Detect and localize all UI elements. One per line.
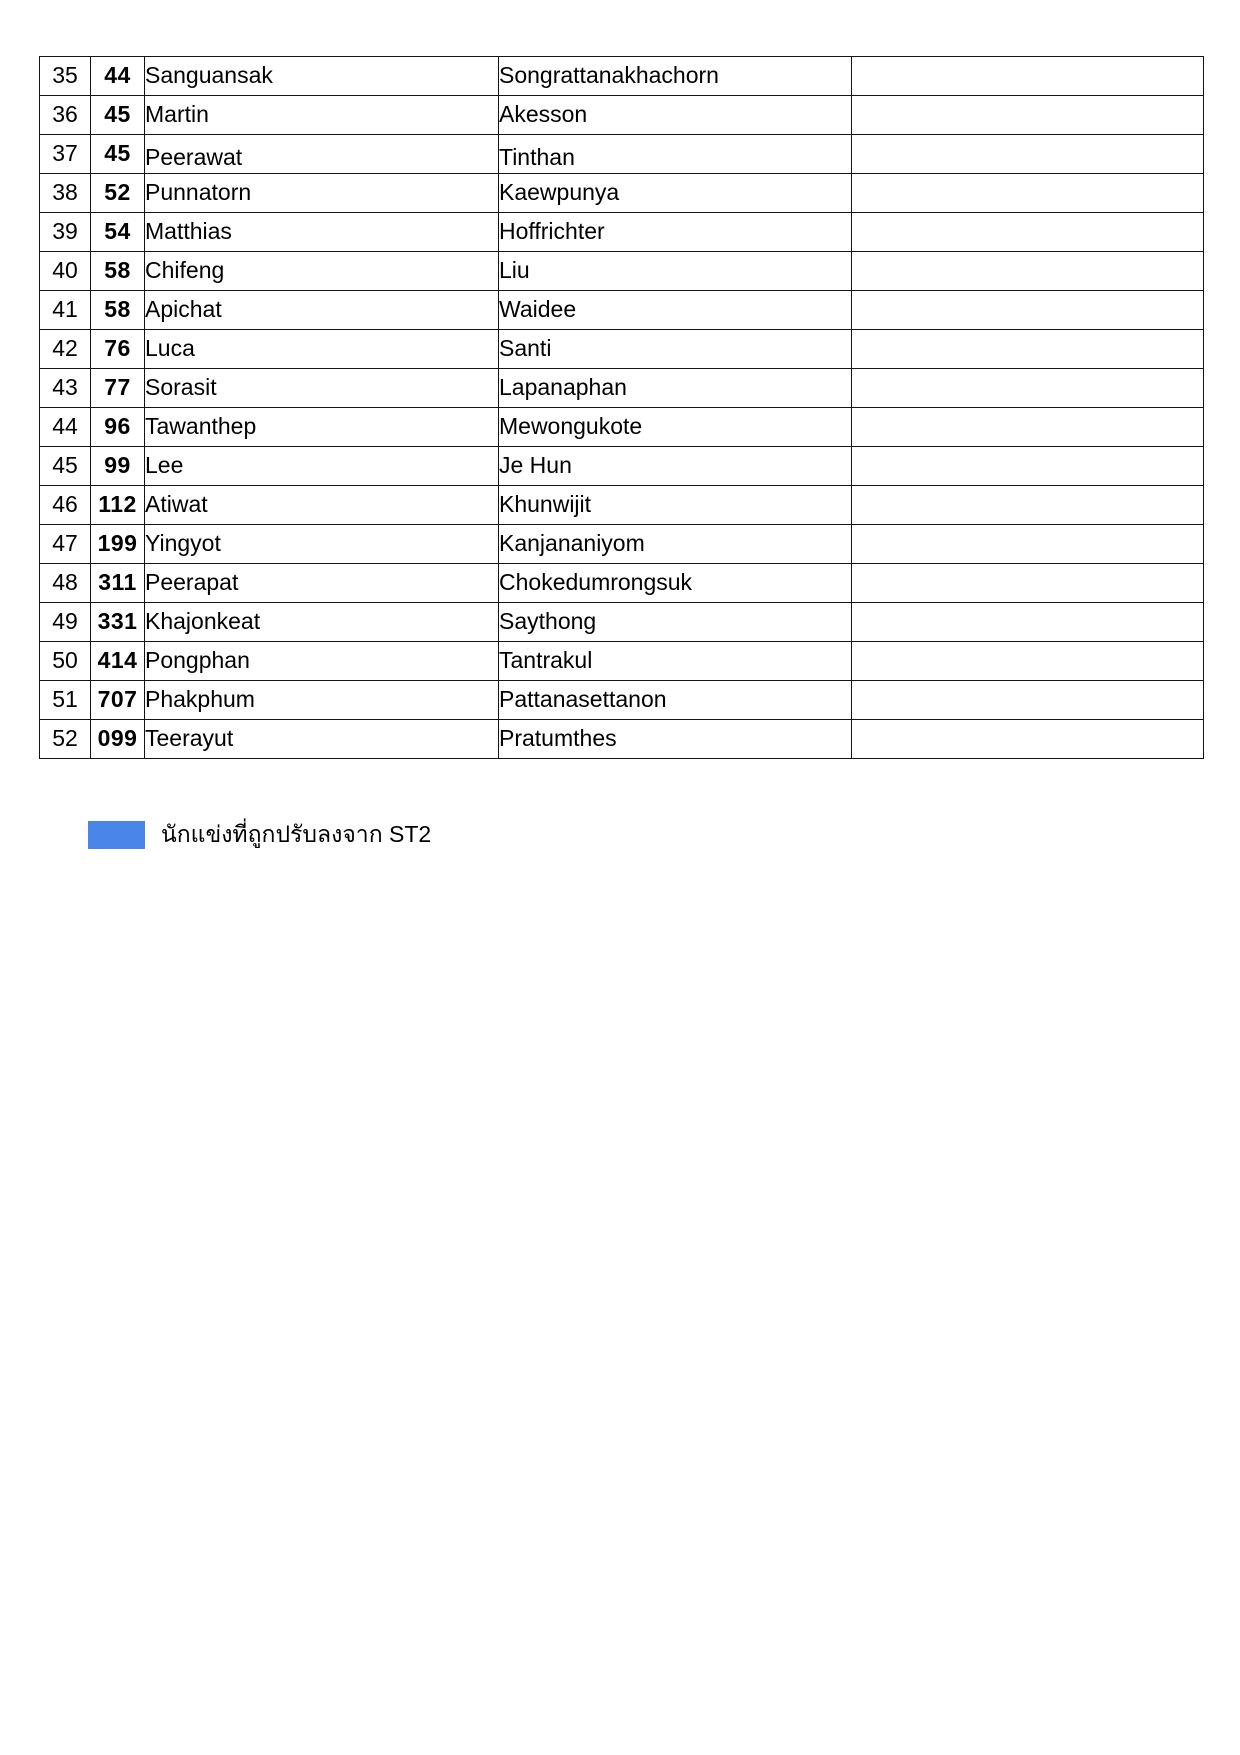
rank-cell: 48	[40, 564, 91, 603]
last-name-cell: Akesson	[499, 96, 852, 135]
first-name-cell: Matthias	[145, 213, 499, 252]
first-name-cell: Peerapat	[145, 564, 499, 603]
rank-cell: 36	[40, 96, 91, 135]
table-row	[40, 447, 1204, 486]
first-name-cell: Atiwat	[145, 486, 499, 525]
first-name-cell: Sanguansak	[145, 57, 499, 96]
race-number-cell: 199	[91, 525, 145, 564]
table-row	[40, 96, 1204, 135]
note-cell-empty	[852, 369, 1204, 408]
last-name-cell: Tantrakul	[499, 642, 852, 681]
note-cell-empty	[852, 564, 1204, 603]
last-name-cell: Liu	[499, 252, 852, 291]
race-number-cell: 77	[91, 369, 145, 408]
race-number-cell: 99	[91, 447, 145, 486]
rank-cell: 47	[40, 525, 91, 564]
race-number-cell: 52	[91, 174, 145, 213]
last-name-cell: Mewongukote	[499, 408, 852, 447]
note-cell-empty	[852, 603, 1204, 642]
note-cell-empty	[852, 486, 1204, 525]
race-number-cell: 58	[91, 291, 145, 330]
last-name-cell: Waidee	[499, 291, 852, 330]
rank-cell: 38	[40, 174, 91, 213]
note-cell-empty	[852, 720, 1204, 759]
last-name-cell: Saythong	[499, 603, 852, 642]
race-number-cell: 707	[91, 681, 145, 720]
last-name-cell: Santi	[499, 330, 852, 369]
last-name-cell: Songrattanakhachorn	[499, 57, 852, 96]
note-cell-empty	[852, 57, 1204, 96]
first-name-cell: Tawanthep	[145, 408, 499, 447]
first-name-cell: Punnatorn	[145, 174, 499, 213]
race-number-cell: 45	[91, 96, 145, 135]
rank-cell: 51	[40, 681, 91, 720]
table-row	[40, 564, 1204, 603]
first-name-cell: Luca	[145, 330, 499, 369]
table-row	[40, 720, 1204, 759]
rank-cell: 44	[40, 408, 91, 447]
race-number-cell: 44	[91, 57, 145, 96]
last-name-cell: Lapanaphan	[499, 369, 852, 408]
rank-cell: 52	[40, 720, 91, 759]
table-row	[40, 681, 1204, 720]
rank-cell: 35	[40, 57, 91, 96]
table-row	[40, 291, 1204, 330]
note-cell-empty	[852, 252, 1204, 291]
race-number-cell: 311	[91, 564, 145, 603]
first-name-cell: Khajonkeat	[145, 603, 499, 642]
table-row	[40, 330, 1204, 369]
last-name-cell: Chokedumrongsuk	[499, 564, 852, 603]
rank-cell: 37	[40, 135, 91, 174]
legend-label: นักแข่งที่ถูกปรับลงจาก ST2	[161, 821, 432, 847]
rank-cell: 50	[40, 642, 91, 681]
table-row	[40, 486, 1204, 525]
table-row	[40, 135, 1204, 174]
first-name-cell: Martin	[145, 96, 499, 135]
table-row	[40, 174, 1204, 213]
note-cell-empty	[852, 408, 1204, 447]
table-row	[40, 213, 1204, 252]
note-cell-empty	[852, 135, 1204, 174]
last-name-cell: Je Hun	[499, 447, 852, 486]
note-cell-empty	[852, 96, 1204, 135]
last-name-cell: Kaewpunya	[499, 174, 852, 213]
race-number-cell: 54	[91, 213, 145, 252]
first-name-cell: Pongphan	[145, 642, 499, 681]
first-name-cell: Lee	[145, 447, 499, 486]
table-row	[40, 369, 1204, 408]
rank-cell: 39	[40, 213, 91, 252]
first-name-cell: Sorasit	[145, 369, 499, 408]
rank-cell: 46	[40, 486, 91, 525]
rank-cell: 41	[40, 291, 91, 330]
rank-cell: 43	[40, 369, 91, 408]
legend-color-swatch	[88, 821, 145, 849]
race-number-cell: 112	[91, 486, 145, 525]
table-row	[40, 642, 1204, 681]
first-name-cell: Phakphum	[145, 681, 499, 720]
race-number-cell: 45	[91, 135, 145, 174]
last-name-cell: Pattanasettanon	[499, 681, 852, 720]
last-name-cell: Tinthan	[499, 135, 852, 174]
race-number-cell: 58	[91, 252, 145, 291]
note-cell-empty	[852, 525, 1204, 564]
first-name-cell: Teerayut	[145, 720, 499, 759]
note-cell-empty	[852, 291, 1204, 330]
table-row	[40, 603, 1204, 642]
rank-cell: 40	[40, 252, 91, 291]
rank-cell: 45	[40, 447, 91, 486]
results-table-body	[40, 57, 1204, 759]
first-name-cell: Apichat	[145, 291, 499, 330]
note-cell-empty	[852, 174, 1204, 213]
table-row	[40, 252, 1204, 291]
race-number-cell: 96	[91, 408, 145, 447]
race-number-cell: 331	[91, 603, 145, 642]
first-name-cell: Yingyot	[145, 525, 499, 564]
rank-cell: 42	[40, 330, 91, 369]
first-name-cell: Chifeng	[145, 252, 499, 291]
last-name-cell: Kanjananiyom	[499, 525, 852, 564]
note-cell-empty	[852, 447, 1204, 486]
last-name-cell: Hoffrichter	[499, 213, 852, 252]
results-table	[39, 56, 1204, 759]
race-number-cell: 099	[91, 720, 145, 759]
note-cell-empty	[852, 642, 1204, 681]
note-cell-empty	[852, 330, 1204, 369]
legend	[88, 820, 431, 850]
race-number-cell: 414	[91, 642, 145, 681]
table-row	[40, 408, 1204, 447]
race-number-cell: 76	[91, 330, 145, 369]
first-name-cell: Peerawat	[145, 135, 499, 174]
note-cell-empty	[852, 681, 1204, 720]
rank-cell: 49	[40, 603, 91, 642]
note-cell-empty	[852, 213, 1204, 252]
table-row	[40, 57, 1204, 96]
table-row	[40, 525, 1204, 564]
last-name-cell: Pratumthes	[499, 720, 852, 759]
last-name-cell: Khunwijit	[499, 486, 852, 525]
